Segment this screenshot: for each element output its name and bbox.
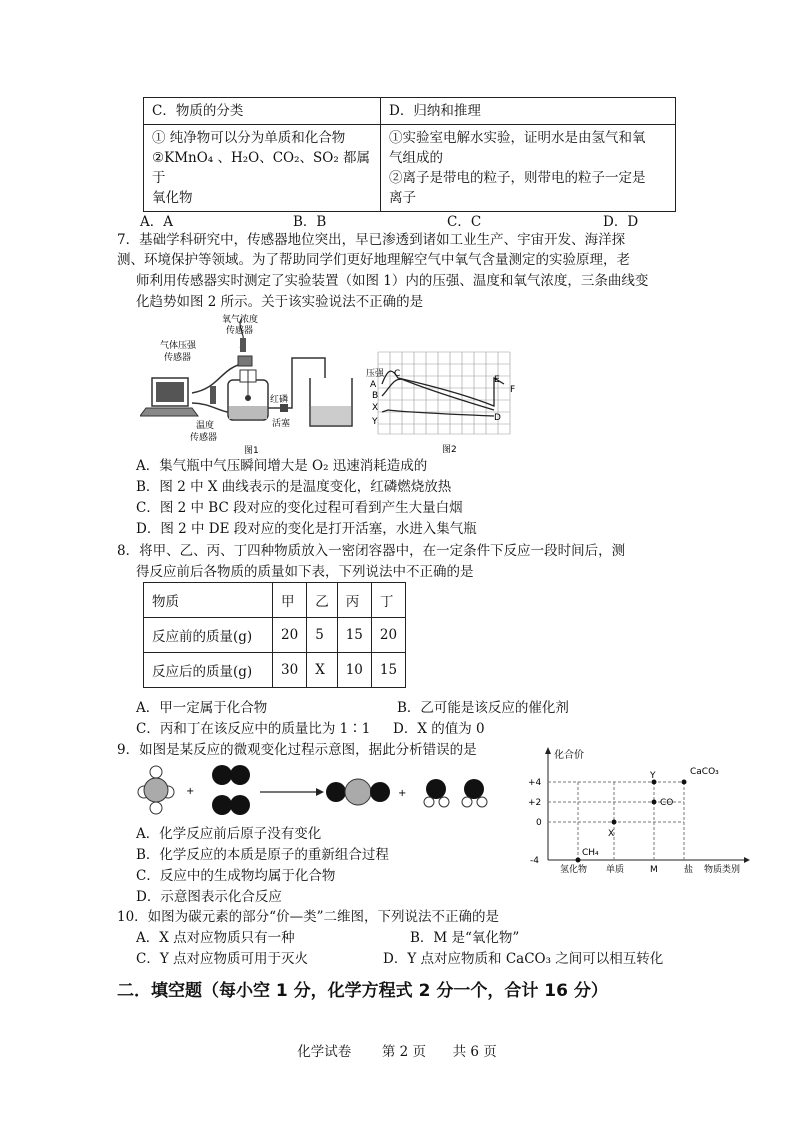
q7-stem-line: 化趋势如图 2 所示。关于该实验说法不正确的是 [136, 294, 424, 310]
flask-icon [228, 370, 268, 420]
q10-stem: 10．如图为碳元素的部分“价—类”二维图，下列说法不正确的是 [117, 909, 499, 925]
q9-option-c[interactable]: C．反应中的生成物均属于化合物 [136, 868, 336, 884]
figure1-caption: 图1 [244, 446, 259, 456]
q9-option-a[interactable]: A．化学反应前后原子没有变化 [136, 826, 322, 842]
q8-option-a[interactable]: A．甲一定属于化合物 [136, 700, 268, 716]
label-oxygen-sensor: 氧气浓度 [222, 315, 259, 325]
question6-table [143, 97, 676, 212]
q6-option-d[interactable]: D．D [603, 214, 639, 230]
c-line: ②KMnO₄ 、H₂O、CO₂、SO₂ 都属于 [152, 150, 371, 186]
point-ch4 [576, 858, 581, 863]
d-line: ①实验室电解水实验，证明水是由氢气和氧 [389, 130, 646, 146]
plus-icon: + [186, 786, 195, 797]
xtick: M [650, 865, 658, 875]
table-header-cell: 乙 [307, 583, 338, 618]
q10-option-b[interactable]: B．M 是“氧化物” [410, 930, 520, 946]
q10-option-a[interactable]: A．X 点对应物质只有一种 [136, 930, 295, 946]
apparatus-figure [140, 308, 380, 458]
page-footer [0, 1040, 794, 1060]
figure2-caption: 图2 [442, 445, 457, 455]
laptop-icon [140, 378, 198, 416]
table-cell: 5 [307, 618, 338, 653]
cell-c-header: C．物质的分类 [144, 98, 381, 125]
temp-sensor-icon [210, 386, 216, 404]
chart-xlabel: 物质类别 [704, 865, 741, 875]
table-cell: 15 [371, 653, 405, 688]
q7-stem-line: 7．基础学科研究中，传感器地位突出，早已渗透到诸如工业生产、宇宙开发、海洋探 [117, 232, 626, 248]
label-a: A [370, 380, 377, 390]
label-caco3: CaCO₃ [690, 767, 719, 777]
point-x [612, 820, 617, 825]
valence-chart [524, 744, 754, 880]
q7-option-b[interactable]: B．图 2 中 X 曲线表示的是温度变化，红磷燃烧放热 [136, 479, 452, 495]
q8-option-d[interactable]: D．X 的值为 0 [393, 721, 485, 737]
q8-stem-line: 8．将甲、乙、丙、丁四种物质放入一密闭容器中，在一定条件下反应一段时间后，测 [117, 543, 626, 559]
q6-option-b[interactable]: B．B [293, 214, 327, 230]
label-d: D [494, 413, 501, 423]
cell-d-body [381, 125, 676, 212]
table-cell: 反应前的质量(g) [144, 618, 273, 653]
ytick: +2 [528, 798, 542, 808]
reactant-molecule [138, 766, 174, 814]
table-cell: 30 [273, 653, 307, 688]
table-header-cell: 甲 [273, 583, 307, 618]
table-cell: 15 [337, 618, 371, 653]
label-valve: 活塞 [272, 419, 291, 429]
q7-stem-line: 师利用传感器实时测定了实验装置（如图 1）内的压强、温度和氧气浓度，三条曲线变 [136, 273, 649, 289]
label-pressure-sensor: 传感器 [164, 353, 192, 363]
q8-stem-line: 得反应前后各物质的质量如下表，下列说法中不正确的是 [136, 564, 474, 580]
table-cell: X [307, 653, 338, 688]
q10-option-d[interactable]: D．Y 点对应物质和 CaCO₃ 之间可以相互转化 [383, 951, 664, 967]
label-e: E [494, 375, 500, 385]
ytick: -4 [530, 856, 539, 866]
q7-option-c[interactable]: C．图 2 中 BC 段对应的变化过程可看到产生大量白烟 [136, 500, 463, 516]
table-row [144, 583, 406, 618]
q7-option-a[interactable]: A．集气瓶中气压瞬间增大是 O₂ 迅速消耗造成的 [136, 458, 428, 474]
label-x: X [372, 403, 379, 413]
table-cell: 反应后的质量(g) [144, 653, 273, 688]
reactant-molecule [212, 765, 250, 815]
q7-stem-line: 测、环境保护等领域。为了帮助同学们更好地理解空气中氧气含量测定的实验原理，老 [117, 252, 630, 268]
q9-option-d[interactable]: D．示意图表示化合反应 [136, 889, 282, 905]
table-cell: 20 [371, 618, 405, 653]
ytick: 0 [536, 818, 542, 828]
footer-subject: 化学试卷 [297, 1044, 352, 1060]
curves-figure [364, 348, 524, 458]
label-b: B [372, 391, 379, 401]
q6-option-c[interactable]: C．C [447, 214, 482, 230]
q10-option-c[interactable]: C．Y 点对应物质可用于灭火 [136, 951, 309, 967]
label-oxygen-sensor: 传感器 [226, 326, 254, 336]
oxygen-sensor-icon [240, 338, 246, 352]
figure2-ylabel: 压强 [366, 369, 385, 379]
c-line: 氧化物 [152, 190, 193, 206]
q9-option-b[interactable]: B．化学反应的本质是原子的重新组合过程 [136, 847, 389, 863]
ytick: +4 [528, 778, 542, 788]
table-row [144, 618, 406, 653]
q9-stem: 9．如图是某反应的微观变化过程示意图，据此分析错误的是 [117, 742, 477, 758]
q8-option-c[interactable]: C．丙和丁在该反应中的质量比为 1∶1 [136, 721, 371, 737]
footer-total: 共 6 页 [452, 1044, 497, 1060]
product-molecule [326, 779, 390, 805]
q6-option-a[interactable]: A．A [140, 214, 173, 230]
arrow-icon [260, 788, 324, 796]
xtick: 单质 [606, 865, 625, 875]
label-ch4: CH₄ [582, 848, 599, 858]
plus-icon: + [398, 788, 407, 799]
table-header-cell: 丙 [337, 583, 371, 618]
valve-icon [280, 404, 288, 412]
footer-page: 第 2 页 [381, 1044, 426, 1060]
label-f: F [510, 385, 516, 395]
pressure-sensor-icon [238, 356, 252, 366]
table-row [144, 653, 406, 688]
reaction-diagram [136, 762, 501, 820]
point-caco3 [682, 780, 687, 785]
table-cell: 20 [273, 618, 307, 653]
table-cell: 10 [337, 653, 371, 688]
xtick: 盐 [684, 865, 694, 875]
d-line: 离子 [389, 190, 416, 206]
cell-c-body [144, 125, 381, 212]
xtick: 氢化物 [560, 865, 588, 875]
table-header-cell: 物质 [144, 583, 273, 618]
label-y: Y [372, 417, 378, 427]
q8-option-b[interactable]: B．乙可能是该反应的催化剂 [397, 700, 569, 716]
mass-table [143, 582, 406, 688]
label-x: X [608, 829, 615, 839]
product-molecule [424, 779, 487, 807]
d-line: 气组成的 [389, 150, 443, 166]
label-y: Y [650, 771, 656, 781]
point-co [652, 800, 657, 805]
label-red-phosphorus: 红磷 [270, 395, 289, 405]
cell-d-header: D．归纳和推理 [381, 98, 676, 125]
label-temp-sensor: 传感器 [190, 433, 218, 443]
beaker-icon [310, 378, 352, 426]
label-temp-sensor: 温度 [196, 421, 215, 431]
d-line: ②离子是带电的粒子，则带电的粒子一定是 [389, 170, 646, 186]
q7-option-d[interactable]: D．图 2 中 DE 段对应的变化是打开活塞，水进入集气瓶 [136, 521, 477, 537]
label-co: CO [660, 798, 674, 808]
chart-ylabel: 化合价 [554, 750, 584, 761]
c-line: ① 纯净物可以分为单质和化合物 [152, 130, 346, 146]
table-header-cell: 丁 [371, 583, 405, 618]
label-pressure-sensor: 气体压强 [160, 341, 197, 351]
section2-heading: 二．填空题（每小空 1 分，化学方程式 2 分一个，合计 16 分） [117, 981, 608, 1001]
label-c: C [394, 369, 401, 379]
